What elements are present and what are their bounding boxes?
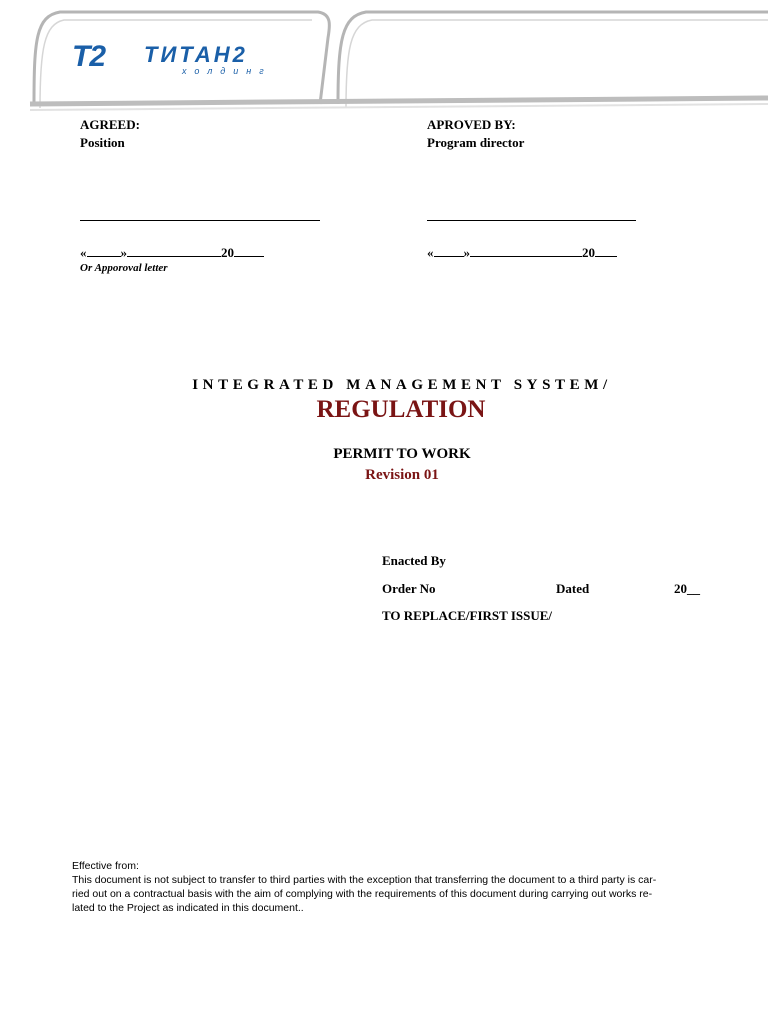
footer-line-2: ried out on a contractual basis with the aim of complying with the requirements of this document during carrying out works re- [72,888,653,900]
header-tab-right-inner [346,20,768,108]
revision-label: Revision 01 [365,467,439,483]
effective-from-label: Effective from: [72,860,139,872]
agreed-day-blank [87,244,121,257]
logo-mark: T2 [72,40,106,73]
replace-note: TO REPLACE/FIRST ISSUE/ [382,608,553,623]
document-type-title: REGULATION [316,396,486,423]
footer-line-3: lated to the Project as indicated in this document.. [72,902,304,914]
approved-date-line [427,244,617,261]
approval-letter-note: Or Apporoval letter [80,262,168,274]
enacted-by: Enacted By [382,553,446,568]
header-tab-right-outer [338,12,768,104]
footer-notice [72,859,736,915]
agreed-date-open-quote: « [80,245,87,260]
approved-year-blank [595,244,617,257]
dated-year: 20__ [674,581,700,596]
logo-name: ТИТАН2 [144,42,248,67]
system-title: INTEGRATED MANAGEMENT SYSTEM/ [192,377,612,393]
approved-day-blank [434,244,464,257]
approved-date-close-quote: » [463,245,470,260]
agreed-signature-line [80,220,320,221]
approved-date-open-quote: « [427,245,434,260]
approved-signature-line [427,220,636,221]
agreed-date-close-quote: » [120,245,127,260]
footer-line-1: This document is not subject to transfer to third parties with the exception that transferring the document to a third party is car- [72,874,657,886]
company-logo [72,40,302,80]
agreed-year-blank [234,244,264,257]
order-number-label: Order No [382,581,436,596]
agreed-date-year: 20 [221,245,234,260]
logo-tagline: холдинг [182,66,272,76]
approved-date-year: 20 [582,245,595,260]
approved-position: Program director [427,135,525,150]
document-subject: PERMIT TO WORK [333,446,471,462]
header-band [30,98,768,104]
agreed-date-line [80,244,264,261]
dated-label: Dated [556,581,590,596]
approved-month-blank [470,244,582,257]
agreed-position: Position [80,135,125,150]
agreed-heading: AGREED: [80,117,140,132]
approved-heading: APROVED BY: [427,117,516,132]
agreed-month-blank [127,244,221,257]
